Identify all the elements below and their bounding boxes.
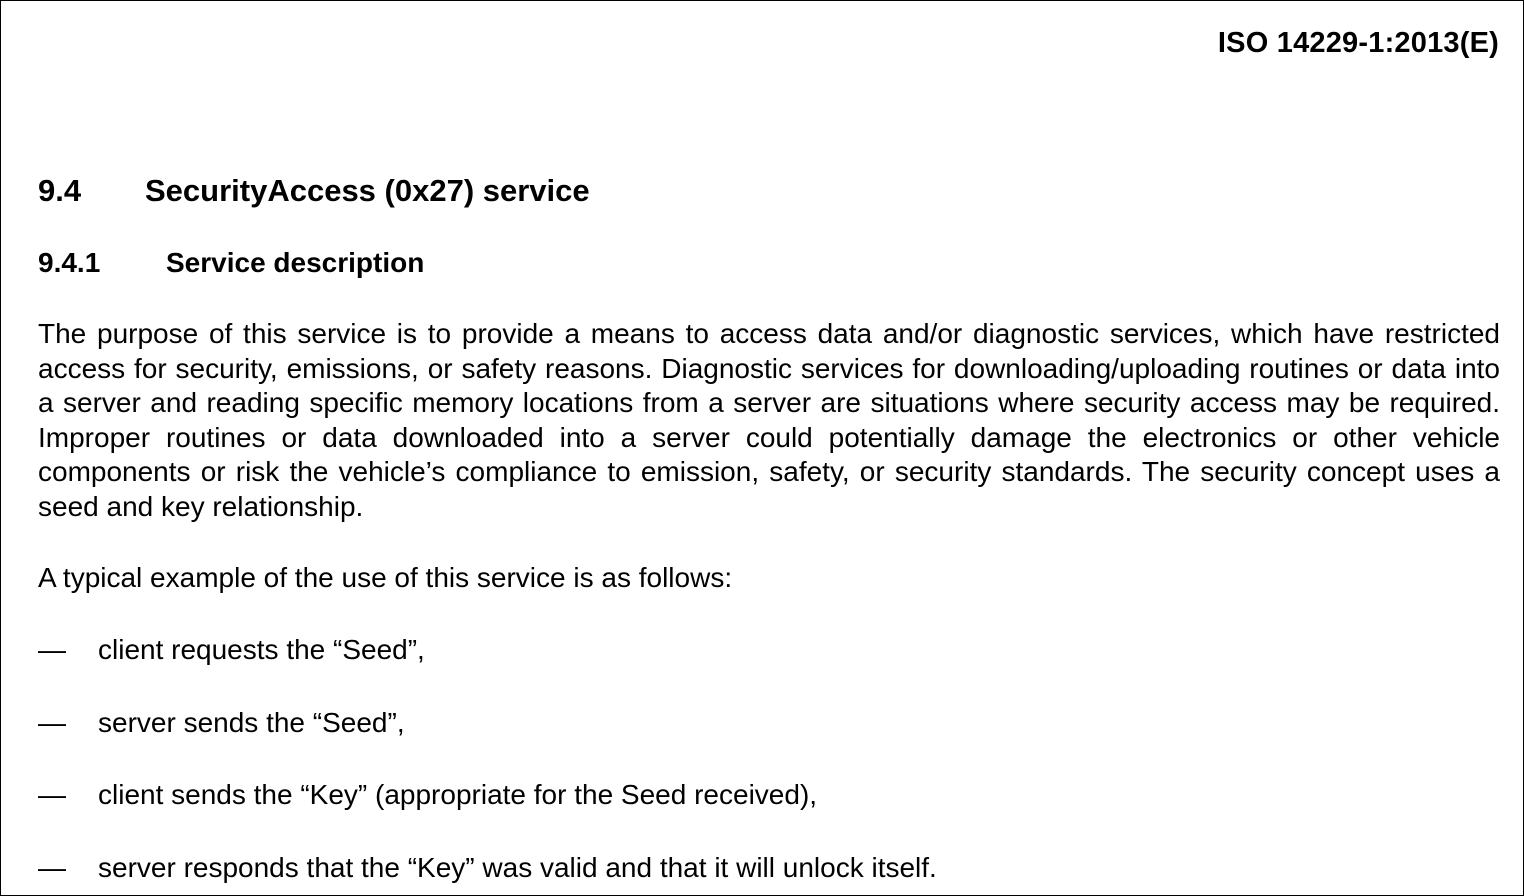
section-title: SecurityAccess (0x27) service: [145, 173, 590, 208]
list-item: [38, 851, 1500, 896]
list-item: [38, 706, 1500, 779]
list-dash-marker: —: [38, 779, 66, 810]
document-identifier: ISO 14229-1:2013(E): [1217, 27, 1499, 59]
list-item-text: server sends the “Seed”,: [98, 706, 405, 738]
section-heading: [38, 173, 590, 209]
list-item-text: client sends the “Key” (appropriate for the Seed received),: [98, 779, 818, 810]
section-number: 9.4: [38, 173, 82, 208]
list-item-text: client requests the “Seed”,: [98, 634, 425, 665]
list-dash-marker: —: [38, 851, 66, 883]
subsection-number: 9.4.1: [38, 247, 101, 278]
list-dash-marker: —: [38, 634, 66, 665]
list-item: [38, 778, 1500, 851]
subsection-heading: [38, 247, 424, 279]
list-item: [38, 633, 1500, 706]
subsection-title: Service description: [166, 247, 425, 278]
list-dash-marker: —: [38, 706, 66, 738]
example-steps-list: [38, 633, 1500, 896]
list-item-text: server responds that the “Key” was valid and that it will unlock itself.: [98, 851, 937, 883]
body-paragraph-example-intro: A typical example of the use of this service is as follows:: [38, 562, 733, 593]
body-paragraph-purpose: The purpose of this service is to provide a means to access data and/or diagnostic services, which have restricted access for security, emissions, or safety reasons. Diagnostic services for downloading/uploading routines or data into a server and reading specific memory locations from a server are situations where security access may be required. Improper routines or data downloaded into a server could potentially damage the electronics or other vehicle components or risk the vehicle’s compliance to emission, safety, or security standards. The security concept uses a seed and key relationship.: [38, 318, 1500, 522]
